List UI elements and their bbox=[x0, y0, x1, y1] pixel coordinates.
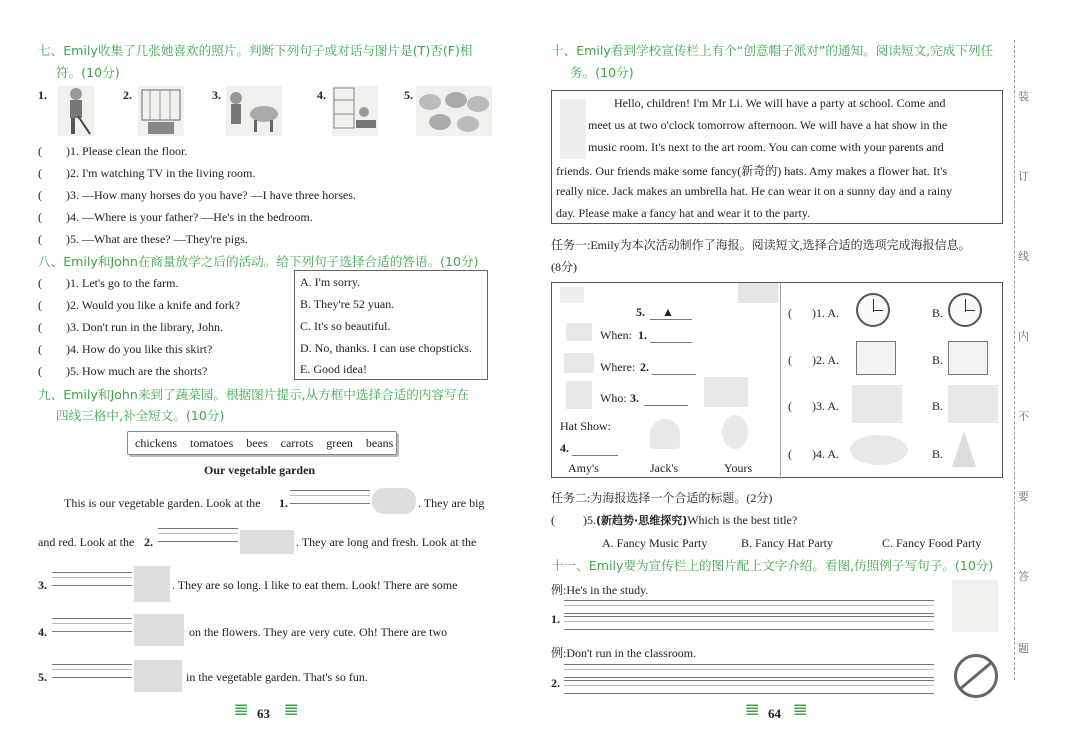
friends-icon-b bbox=[948, 385, 998, 423]
blank-num-2: 2. bbox=[144, 535, 153, 549]
tree-icon-left: 𝌆 bbox=[234, 700, 249, 719]
s9-title: 九、Emily和John来到了蔬菜园。根据图片提示,从方框中选择合适的内容写在 bbox=[38, 387, 470, 402]
writing-line-s11-d[interactable] bbox=[564, 680, 934, 694]
poster-q2: ( )2. A. bbox=[788, 353, 839, 367]
poster-q3-b: B. bbox=[932, 399, 944, 413]
poster-num-5: 5. bbox=[636, 305, 645, 319]
teacher-icon bbox=[560, 99, 586, 159]
s11-num-1: 1. bbox=[551, 612, 560, 626]
tomatoes-picture bbox=[372, 488, 416, 514]
passage-line-6: day. Please make a fancy hat and wear it to the party. bbox=[556, 206, 811, 220]
s7-item-2: ( )2. I'm watching TV in the living room. bbox=[38, 166, 256, 180]
poster-jack: Jack's bbox=[650, 461, 679, 475]
pic-num-5: 5. bbox=[404, 88, 413, 102]
notice-passage bbox=[551, 90, 1003, 224]
poster-blank-1[interactable] bbox=[650, 342, 692, 343]
blank-num-3: 3. bbox=[38, 578, 47, 592]
poster-where: Where: bbox=[600, 360, 636, 374]
calendar-icon bbox=[566, 323, 592, 341]
flower-hat-icon bbox=[850, 435, 908, 465]
poster-q1: ( )1. A. bbox=[788, 306, 839, 320]
task1-score: (8分) bbox=[551, 260, 577, 274]
option-e: E. Good idea! bbox=[300, 362, 367, 376]
s7-item-4: ( )4. —Where is your father? —He's in the bedroom. bbox=[38, 210, 313, 224]
clock-icon-b bbox=[948, 293, 982, 327]
binding-char-6: 要 bbox=[1018, 490, 1029, 503]
q5-option-c: C. Fancy Food Party bbox=[882, 536, 982, 550]
photo-cleaning-floor bbox=[58, 86, 94, 136]
s9-line-1a: This is our vegetable garden. Look at the bbox=[64, 496, 261, 510]
passage-line-4: friends. Our friends make some fancy(新奇的) hats. Amy makes a flower hat. It's bbox=[556, 164, 948, 178]
clock-icon-a bbox=[856, 293, 890, 327]
binding-char-1: 装 bbox=[1018, 90, 1029, 103]
no-eating-sign-icon bbox=[954, 654, 998, 698]
binding-char-4: 内 bbox=[1018, 330, 1029, 343]
poster-num-1: 1. bbox=[638, 328, 647, 342]
writing-line-s11-a[interactable] bbox=[564, 600, 934, 614]
poster-hat-show: Hat Show: bbox=[560, 419, 611, 433]
s10-title: 十、Emily看到学校宣传栏上有个“创意帽子派对”的通知。阅读短文,完成下列任 bbox=[551, 43, 994, 58]
option-d: D. No, thanks. I can use chopsticks. bbox=[300, 341, 472, 355]
s8-title: 八、Emily和John在商量放学之后的活动。给下列句子选择合适的答语。(10分) bbox=[38, 254, 479, 269]
poster-triangle: ▲ bbox=[662, 305, 674, 319]
pic-num-4: 4. bbox=[317, 88, 326, 102]
s7-title: 七、Emily收集了几张她喜欢的照片。判断下列句子或对话与图片是(T)否(F)相 bbox=[38, 43, 473, 58]
tree-icon-left-2: 𝌆 bbox=[745, 700, 760, 719]
poster-blank-3[interactable] bbox=[644, 405, 688, 406]
writing-line-1[interactable] bbox=[290, 490, 370, 504]
family-icon bbox=[704, 377, 748, 407]
s9-line-4: on the flowers. They are very cute. Oh! There are two bbox=[189, 625, 448, 639]
blank-num-4: 4. bbox=[38, 625, 47, 639]
binding-char-5: 不 bbox=[1018, 410, 1029, 423]
s9-line-3: . They are so long. I like to eat them. Look! There are some bbox=[172, 578, 458, 592]
pic-num-3: 3. bbox=[212, 88, 221, 102]
s9-line-1b: . They are big bbox=[418, 496, 485, 510]
option-b: B. They're 52 yuan. bbox=[300, 297, 395, 311]
s8-item-1: ( )1. Let's go to the farm. bbox=[38, 276, 179, 290]
binding-char-8: 题 bbox=[1018, 642, 1029, 655]
s11-num-2: 2. bbox=[551, 676, 560, 690]
computer-room-icon bbox=[856, 341, 896, 375]
passage-line-1: Hello, children! I'm Mr Li. We will have a party at school. Come and bbox=[614, 96, 946, 110]
s9-line-2a: and red. Look at the bbox=[38, 535, 135, 549]
blank-num-1: 1. bbox=[279, 496, 288, 510]
s7-item-5: ( )5. —What are these? —They're pigs. bbox=[38, 232, 248, 246]
task2-label: 任务二:为海报选择一个合适的标题。(2分) bbox=[551, 491, 773, 505]
s9-line-5: in the vegetable garden. That's so fun. bbox=[186, 670, 368, 684]
s7-title-cont: 符。(10分) bbox=[56, 65, 120, 80]
s9-title-cont: 四线三格中,补全短文。(10分) bbox=[56, 408, 225, 423]
s11-example-2: 例:Don't run in the classroom. bbox=[551, 646, 697, 660]
writing-line-4[interactable] bbox=[52, 618, 132, 632]
s8-options-box bbox=[294, 270, 488, 380]
poster-amy: Amy's bbox=[568, 461, 599, 475]
poster-num-4: 4. bbox=[560, 441, 569, 455]
binding-char-2: 订 bbox=[1018, 170, 1029, 183]
poster-q3: ( )3. A. bbox=[788, 399, 839, 413]
music-room-icon bbox=[948, 341, 988, 375]
page-number-63: 63 bbox=[257, 706, 270, 721]
carrots-picture bbox=[240, 530, 294, 554]
pic-num-1: 1. bbox=[38, 88, 47, 102]
passage-line-5: really nice. Jack makes an umbrella hat. He can wear it on a sunny day and a rainy bbox=[556, 184, 953, 198]
poster-divider bbox=[780, 283, 781, 479]
option-a: A. I'm sorry. bbox=[300, 275, 361, 289]
word-box: chickens tomatoes bees carrots green beans bbox=[127, 431, 397, 455]
green-beans-picture bbox=[134, 566, 170, 602]
party-poster bbox=[551, 282, 1003, 478]
option-c: C. It's so beautiful. bbox=[300, 319, 391, 333]
s11-title: 十一、Emily要为宣传栏上的图片配上文字介绍。看图,仿照例子写句子。(10分) bbox=[551, 558, 994, 573]
poster-q4-b: B. bbox=[932, 447, 944, 461]
binding-char-7: 答 bbox=[1018, 570, 1029, 583]
tree-icon-right-2: 𝌆 bbox=[793, 700, 808, 719]
writing-line-5[interactable] bbox=[52, 664, 132, 678]
binding-char-3: 线 bbox=[1018, 250, 1029, 263]
s10-title-cont: 务。(10分) bbox=[570, 65, 634, 80]
s8-item-4: ( )4. How do you like this skirt? bbox=[38, 342, 213, 356]
parents-icon-a bbox=[852, 385, 902, 423]
task1-label: 任务一:Emily为本次活动制作了海报。阅读短文,选择合适的选项完成海报信息。 bbox=[551, 238, 971, 252]
photo-father-room bbox=[332, 86, 378, 136]
poster-num-3: 3. bbox=[630, 391, 639, 405]
poster-blank-2[interactable] bbox=[652, 374, 696, 375]
photo-pigs bbox=[416, 86, 492, 136]
girl-icon bbox=[566, 381, 592, 409]
poster-blank-4[interactable] bbox=[572, 455, 618, 456]
bees-picture bbox=[134, 614, 184, 646]
chickens-picture bbox=[134, 660, 182, 692]
photo-horses bbox=[226, 86, 282, 136]
poster-q1-b: B. bbox=[932, 306, 944, 320]
binding-line bbox=[1014, 40, 1015, 680]
s8-item-3: ( )3. Don't run in the library, John. bbox=[38, 320, 224, 334]
tree-icon-right: 𝌆 bbox=[284, 700, 299, 719]
writing-line-s11-b[interactable] bbox=[564, 616, 934, 630]
party-hat-icon bbox=[952, 431, 976, 467]
s11-example-1: 例:He's in the study. bbox=[551, 583, 649, 597]
study-room-picture bbox=[952, 580, 998, 632]
poster-blank-5[interactable] bbox=[650, 319, 692, 320]
q5-line: ( )5.(新趋势·思维探究)Which is the best title? bbox=[551, 513, 798, 527]
poster-q2-b: B. bbox=[932, 353, 944, 367]
curtain-decor bbox=[738, 283, 778, 303]
writing-line-3[interactable] bbox=[52, 572, 132, 586]
poster-num-2: 2. bbox=[640, 360, 649, 374]
s8-item-5: ( )5. How much are the shorts? bbox=[38, 364, 208, 378]
bunting-decor bbox=[560, 287, 584, 303]
passage-line-2: meet us at two o'clock tomorrow afternoon. We will have a hat show in the bbox=[588, 118, 948, 132]
page-number-64: 64 bbox=[768, 706, 781, 721]
q5-option-a: A. Fancy Music Party bbox=[602, 536, 708, 550]
pic-num-2: 2. bbox=[123, 88, 132, 102]
q5-option-b: B. Fancy Hat Party bbox=[741, 536, 833, 550]
poster-q4: ( )4. A. bbox=[788, 447, 839, 461]
poster-when: When: bbox=[600, 328, 632, 342]
passage-line-3: music room. It's next to the art room. You can come with your parents and bbox=[588, 140, 944, 154]
blank-num-5: 5. bbox=[38, 670, 47, 684]
s9-line-2b: . They are long and fresh. Look at the bbox=[296, 535, 477, 549]
poster-who: Who: bbox=[600, 391, 627, 405]
idea-bulb-icon bbox=[722, 415, 748, 449]
school-icon bbox=[564, 353, 594, 373]
passage-heading: Our vegetable garden bbox=[204, 463, 316, 477]
poster-yours: Yours bbox=[724, 461, 753, 475]
s8-item-2: ( )2. Would you like a knife and fork? bbox=[38, 298, 241, 312]
s7-item-3: ( )3. —How many horses do you have? —I have three horses. bbox=[38, 188, 356, 202]
photo-living-room-tv bbox=[138, 86, 184, 136]
s7-item-1: ( )1. Please clean the floor. bbox=[38, 144, 188, 158]
umbrella-hat-icon bbox=[650, 419, 680, 449]
writing-line-2[interactable] bbox=[158, 528, 238, 542]
writing-line-s11-c[interactable] bbox=[564, 664, 934, 678]
